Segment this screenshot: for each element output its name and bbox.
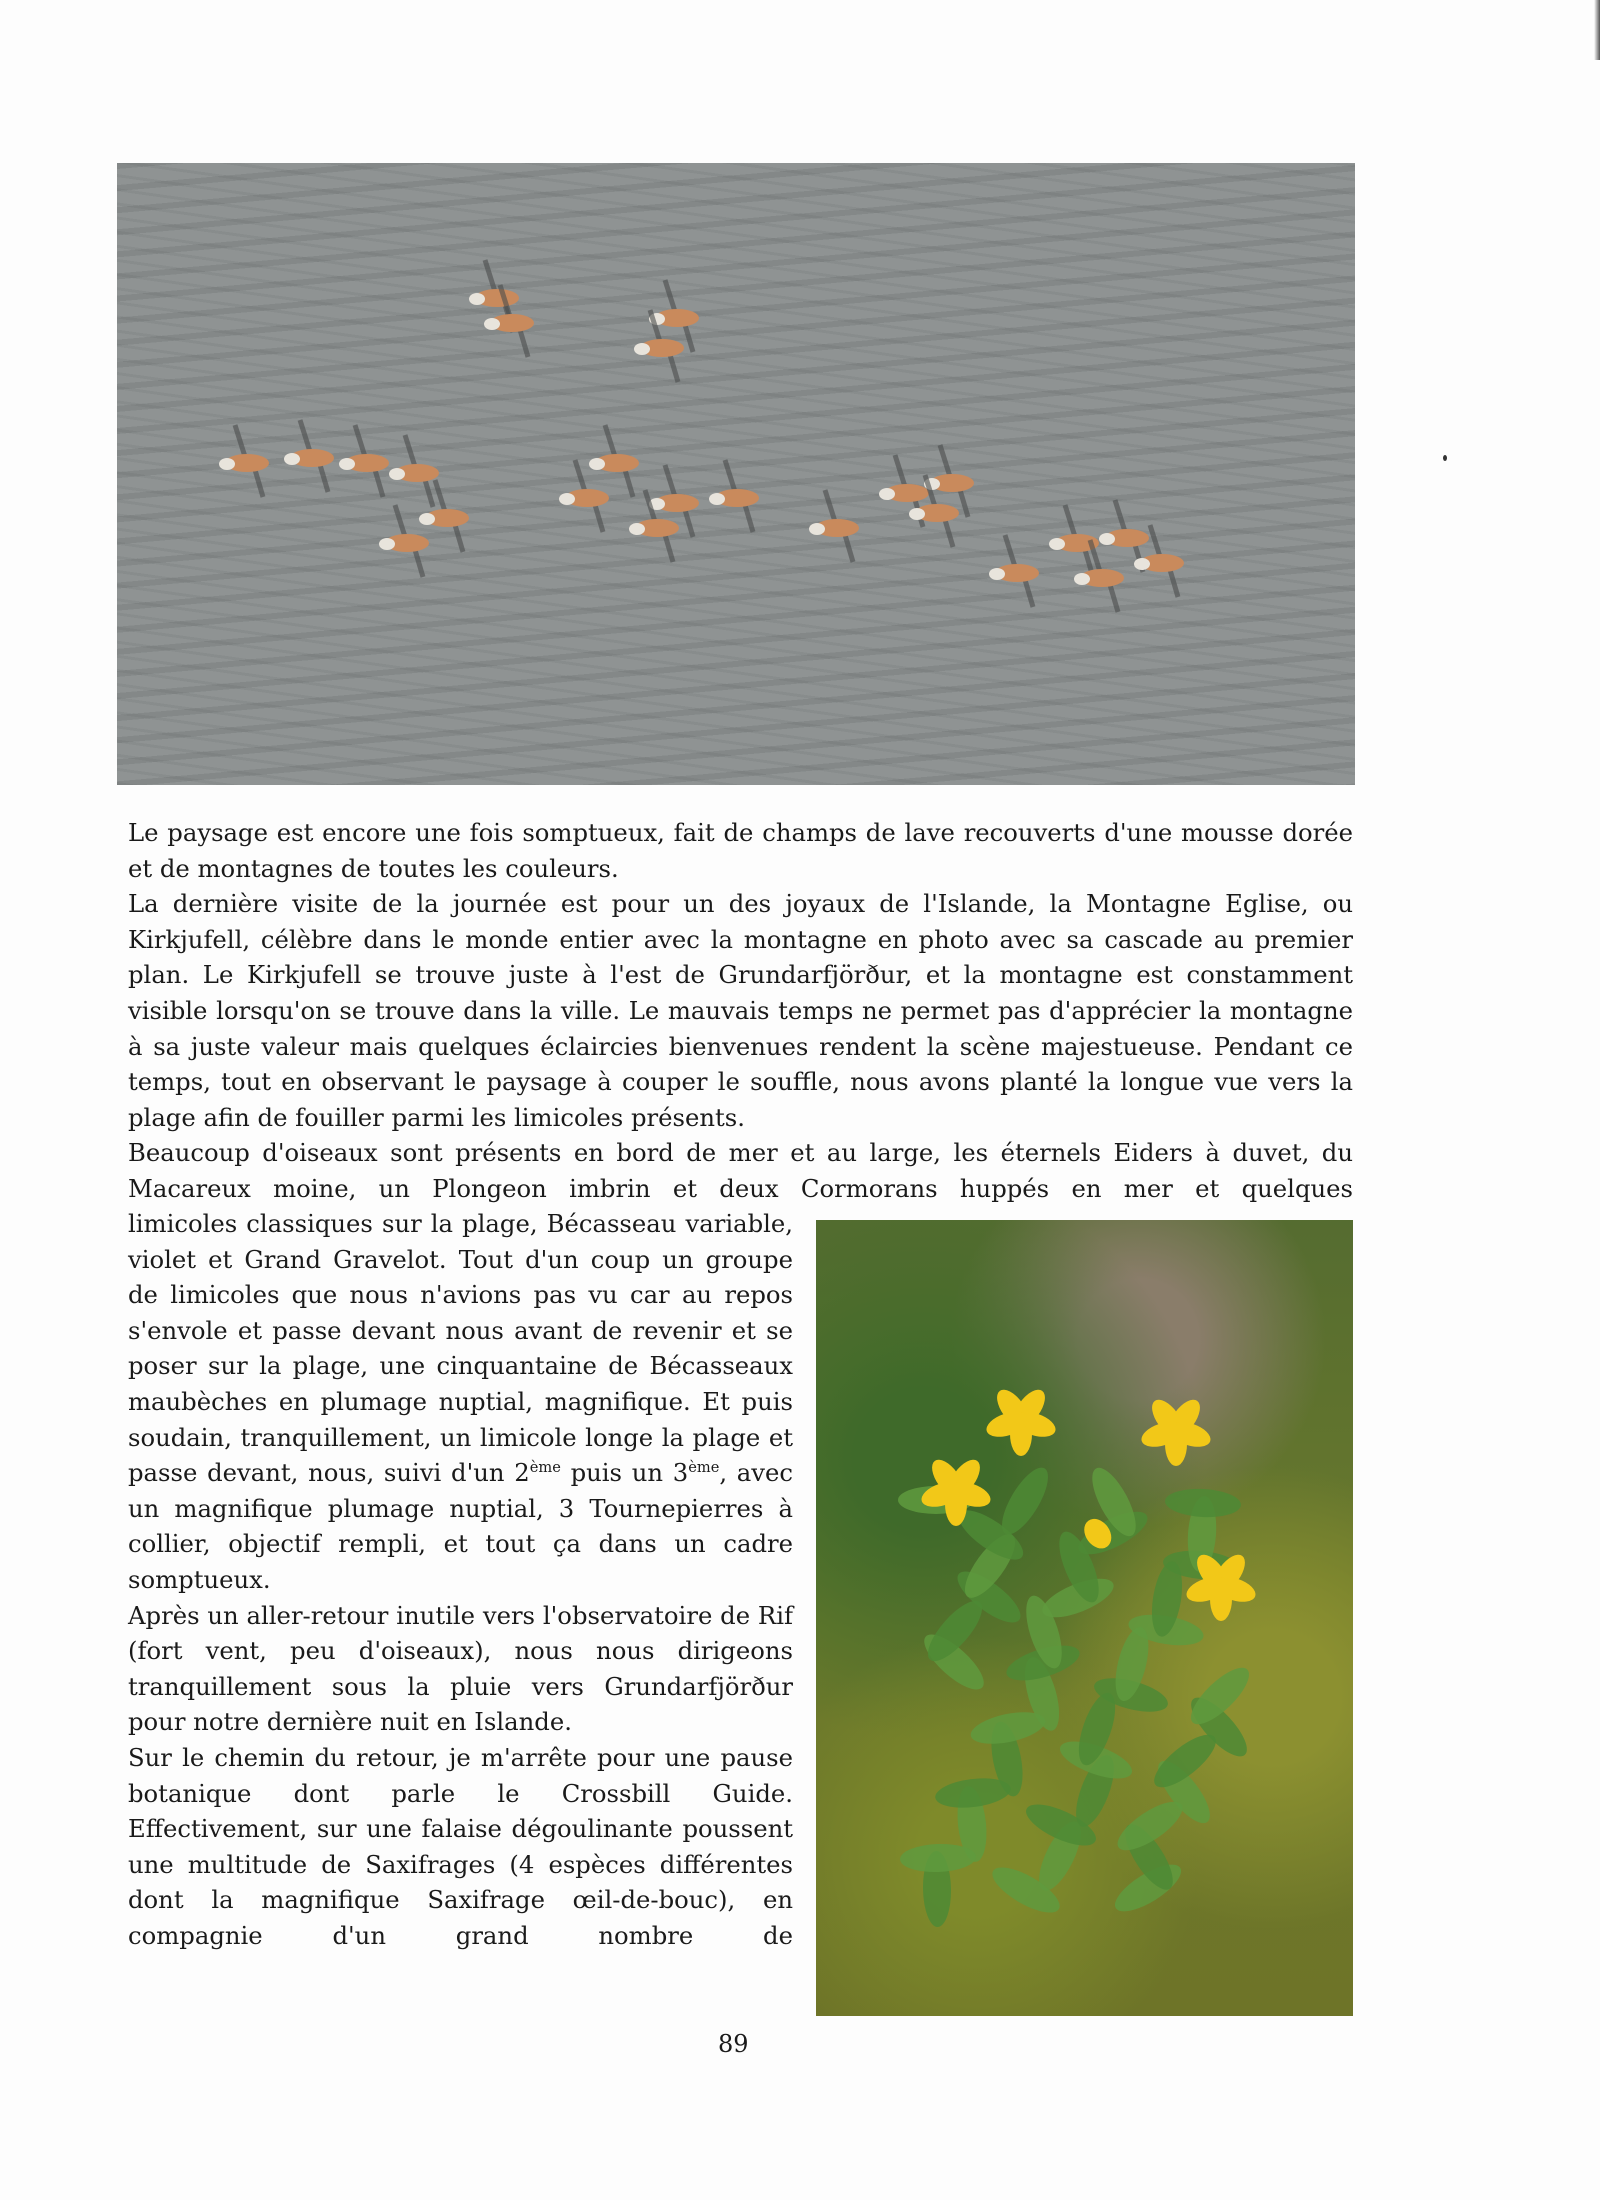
page-number: 89	[718, 2030, 749, 2058]
paragraph-landscape: Le paysage est encore une fois somptueux, fait de champs de lave recouverts d'une mousse dorée et de montagnes de toutes les couleurs.	[128, 818, 1353, 883]
bird-mark	[989, 535, 1039, 607]
birds-illustration	[117, 163, 1355, 785]
bird-mark	[709, 460, 759, 532]
bird-mark	[339, 425, 389, 497]
bird-mark	[809, 490, 859, 562]
bird-mark	[284, 420, 334, 492]
bird-mark	[219, 425, 269, 497]
flowers-illustration	[816, 1220, 1353, 2016]
paragraph-birds-start: Beaucoup d'oiseaux sont présents en bord de mer et au large, les éternels Eiders à duvet, du Macareux moine, un Plongeon imbrin et deux Cormorans huppés en mer et quelques	[128, 1138, 1353, 1203]
bird-mark	[389, 435, 439, 507]
photo-saxifrage-flowers	[816, 1220, 1353, 2016]
scan-dust-speck	[1443, 455, 1447, 461]
text-narrow-column	[128, 1206, 793, 1953]
text-full-width	[128, 815, 1353, 1207]
paragraph-botanical-stop: Sur le chemin du retour, je m'arrête pour une pause botanique dont parle le Crossbill Guide. Effectivement, sur une falaise dégoulinante poussent une multitude de Saxifrages (4 espèces différentes dont la magnifique Saxifrage œil-de-bouc), en compagnie d'un grand nombre de	[128, 1742, 793, 1950]
scan-edge-shadow	[1594, 0, 1600, 60]
paragraph-kirkjufell: La dernière visite de la journée est pour un des joyaux de l'Islande, la Montagne Eglise, ou Kirkjufell, célèbre dans le monde entier avec la montagne en photo avec sa cascade au premier plan. Le Kirkjufell se trouve juste à l'est de Grundarfjörður, et la montagne est constamment visible lorsqu'on se trouve dans la ville. Le mauvais temps ne permet pas d'apprécier la montagne à sa juste valeur mais quelques éclaircies bienvenues rendent la scène majestueuse. Pendant ce temps, tout en observant le paysage à couper le souffle, nous avons planté la longue vue vers la plage afin de fouiller parmi les limicoles présents.	[128, 889, 1353, 1132]
bird-mark	[559, 460, 609, 532]
flower-mark	[1138, 1394, 1213, 1466]
photo-shorebirds-flight	[117, 163, 1355, 785]
leaf-mark	[1164, 1487, 1241, 1519]
paragraph-birds-continued: limicoles classiques sur la plage, Bécasseau variable, violet et Grand Gravelot. Tout d'un coup un groupe de limicoles que nous n'avions pas vu car au repos s'envole et passe devant nous avant de revenir et se poser sur la plage, une cinquantaine de Bécasseaux maubèches en plumage nuptial, magnifique. Et puis soudain, tranquillement, un limicole longe la plage et passe devant, nous, suivi d'un 2ème puis un 3ème, avec un magnifique plumage nuptial, 3 Tournepierres à collier, objectif rempli, et tout ça dans un cadre somptueux.	[128, 1209, 793, 1594]
paragraph-rif-observatory: Après un aller-retour inutile vers l'observatoire de Rif (fort vent, peu d'oiseaux), nous nous dirigeons tranquillement sous la pluie vers Grundarfjörður pour notre dernière nuit en Islande.	[128, 1600, 793, 1737]
bird-mark	[589, 425, 639, 497]
flower-mark	[983, 1384, 1058, 1456]
